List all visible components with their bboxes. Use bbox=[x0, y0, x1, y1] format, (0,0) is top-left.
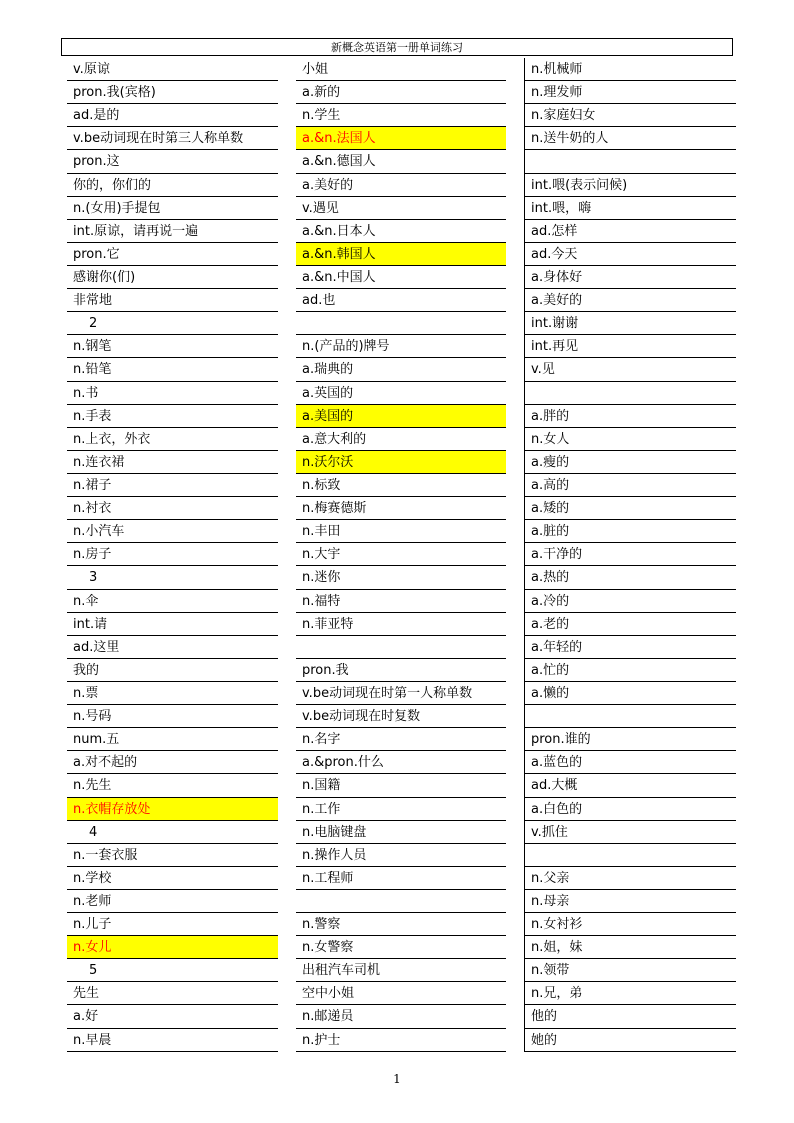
vocab-cell: 非常地 bbox=[67, 289, 278, 312]
vocab-cell: n.名字 bbox=[296, 728, 506, 751]
vocab-cell: n.学校 bbox=[67, 867, 278, 890]
vocab-cell: n.丰田 bbox=[296, 520, 506, 543]
page-number: 1 bbox=[393, 1072, 401, 1086]
lesson-number-cell: 4 bbox=[67, 821, 278, 844]
vocab-cell: n.(女用)手提包 bbox=[67, 197, 278, 220]
vocab-cell: n.老师 bbox=[67, 890, 278, 913]
vocab-cell: n.护士 bbox=[296, 1029, 506, 1052]
vocab-cell: v.抓住 bbox=[524, 821, 736, 844]
vocab-cell: n.学生 bbox=[296, 104, 506, 127]
vocab-cell: n.上衣，外衣 bbox=[67, 428, 278, 451]
vocab-cell: n.铅笔 bbox=[67, 358, 278, 381]
empty-cell bbox=[524, 844, 736, 867]
vocab-cell: n.标致 bbox=[296, 474, 506, 497]
vocab-cell: a.蓝色的 bbox=[524, 751, 736, 774]
vocab-cell: n.书 bbox=[67, 382, 278, 405]
vocab-cell: pron.我 bbox=[296, 659, 506, 682]
vocab-cell: a.&n.德国人 bbox=[296, 150, 506, 173]
vocab-cell: pron.它 bbox=[67, 243, 278, 266]
vocab-cell: n.机械师 bbox=[524, 58, 736, 81]
vocab-cell: n.一套衣服 bbox=[67, 844, 278, 867]
vocab-cell: a.懒的 bbox=[524, 682, 736, 705]
vocab-cell: n.电脑键盘 bbox=[296, 821, 506, 844]
vocab-cell: ad.今天 bbox=[524, 243, 736, 266]
vocab-cell: n.大宇 bbox=[296, 543, 506, 566]
vocab-cell: 出租汽车司机 bbox=[296, 959, 506, 982]
vocab-cell: a.身体好 bbox=[524, 266, 736, 289]
empty-cell bbox=[296, 312, 506, 335]
page-title: 新概念英语第一册单词练习 bbox=[61, 38, 733, 56]
vocab-cell: pron.这 bbox=[67, 150, 278, 173]
vocab-cell: n.操作人员 bbox=[296, 844, 506, 867]
vocab-cell: n.钢笔 bbox=[67, 335, 278, 358]
vocab-cell: int.原谅，请再说一遍 bbox=[67, 220, 278, 243]
vocab-cell: a.好 bbox=[67, 1005, 278, 1028]
vocab-cell: n.菲亚特 bbox=[296, 613, 506, 636]
vocab-cell: int.再见 bbox=[524, 335, 736, 358]
vocab-cell: n.儿子 bbox=[67, 913, 278, 936]
vocab-cell: a.老的 bbox=[524, 613, 736, 636]
vocab-cell: n.小汽车 bbox=[67, 520, 278, 543]
vocab-cell: 先生 bbox=[67, 982, 278, 1005]
vocab-cell: a.意大利的 bbox=[296, 428, 506, 451]
vocab-cell: n.迷你 bbox=[296, 566, 506, 589]
vocab-cell: 你的，你们的 bbox=[67, 174, 278, 197]
vocab-cell: a.&n.中国人 bbox=[296, 266, 506, 289]
vocab-cell: a.英国的 bbox=[296, 382, 506, 405]
vocab-cell: n.兄，弟 bbox=[524, 982, 736, 1005]
vocab-cell: n.领带 bbox=[524, 959, 736, 982]
vocab-cell: n.工作 bbox=[296, 798, 506, 821]
vocab-cell: n.女儿 bbox=[67, 936, 278, 959]
vocab-cell: pron.我(宾格) bbox=[67, 81, 278, 104]
vocab-cell: pron.谁的 bbox=[524, 728, 736, 751]
vocab-cell: a.脏的 bbox=[524, 520, 736, 543]
vocab-cell: int.谢谢 bbox=[524, 312, 736, 335]
vocab-cell: n.父亲 bbox=[524, 867, 736, 890]
vocab-cell: n.女警察 bbox=[296, 936, 506, 959]
empty-cell bbox=[524, 150, 736, 173]
vocab-cell: n.衣帽存放处 bbox=[67, 798, 278, 821]
vocab-cell: a.干净的 bbox=[524, 543, 736, 566]
vocab-cell: n.母亲 bbox=[524, 890, 736, 913]
vocab-cell: n.送牛奶的人 bbox=[524, 127, 736, 150]
vocab-cell: v.be动词现在时第三人称单数 bbox=[67, 127, 278, 150]
vocab-cell: n.梅赛德斯 bbox=[296, 497, 506, 520]
vocab-cell: n.理发师 bbox=[524, 81, 736, 104]
empty-cell bbox=[296, 890, 506, 913]
vocab-cell: 她的 bbox=[524, 1029, 736, 1052]
vocab-cell: ad.是的 bbox=[67, 104, 278, 127]
vocab-cell: ad.大概 bbox=[524, 774, 736, 797]
vocab-cell: num.五 bbox=[67, 728, 278, 751]
vocab-cell: 感谢你(们) bbox=[67, 266, 278, 289]
vocab-cell: n.女衬衫 bbox=[524, 913, 736, 936]
vocab-cell: a.&n.日本人 bbox=[296, 220, 506, 243]
vocab-cell: a.美好的 bbox=[296, 174, 506, 197]
vocab-cell: int.请 bbox=[67, 613, 278, 636]
vocab-cell: n.票 bbox=[67, 682, 278, 705]
vocab-cell: v.见 bbox=[524, 358, 736, 381]
vocab-cell: a.高的 bbox=[524, 474, 736, 497]
vocab-cell: n.连衣裙 bbox=[67, 451, 278, 474]
vocab-cell: n.手表 bbox=[67, 405, 278, 428]
vocab-cell: n.伞 bbox=[67, 590, 278, 613]
vocab-cell: n.姐，妹 bbox=[524, 936, 736, 959]
vocab-cell: v.be动词现在时复数 bbox=[296, 705, 506, 728]
vocab-cell: n.早晨 bbox=[67, 1029, 278, 1052]
vocab-cell: a.对不起的 bbox=[67, 751, 278, 774]
vocab-cell: n.裙子 bbox=[67, 474, 278, 497]
vocab-cell: 他的 bbox=[524, 1005, 736, 1028]
empty-cell bbox=[524, 382, 736, 405]
vocab-cell: n.房子 bbox=[67, 543, 278, 566]
vocab-cell: a.胖的 bbox=[524, 405, 736, 428]
vocab-cell: a.&n.韩国人 bbox=[296, 243, 506, 266]
vocab-cell: a.美国的 bbox=[296, 405, 506, 428]
vocab-cell: n.国籍 bbox=[296, 774, 506, 797]
empty-cell bbox=[296, 636, 506, 659]
vocab-cell: n.家庭妇女 bbox=[524, 104, 736, 127]
vocab-cell: a.新的 bbox=[296, 81, 506, 104]
vocab-cell: n.邮递员 bbox=[296, 1005, 506, 1028]
vocab-cell: ad.也 bbox=[296, 289, 506, 312]
empty-cell bbox=[524, 705, 736, 728]
vocab-cell: a.&n.法国人 bbox=[296, 127, 506, 150]
vocab-cell: n.衬衣 bbox=[67, 497, 278, 520]
vocab-cell: int.喂，嗨 bbox=[524, 197, 736, 220]
vocab-cell: n.福特 bbox=[296, 590, 506, 613]
lesson-number-cell: 2 bbox=[67, 312, 278, 335]
vocab-cell: v.遇见 bbox=[296, 197, 506, 220]
vocab-cell: a.冷的 bbox=[524, 590, 736, 613]
vocab-cell: a.忙的 bbox=[524, 659, 736, 682]
lesson-number-cell: 5 bbox=[67, 959, 278, 982]
vocab-cell: ad.怎样 bbox=[524, 220, 736, 243]
vocab-cell: 空中小姐 bbox=[296, 982, 506, 1005]
vocab-column-3 bbox=[524, 58, 736, 1052]
vocab-cell: 小姐 bbox=[296, 58, 506, 81]
vocab-cell: a.年轻的 bbox=[524, 636, 736, 659]
vocab-cell: a.热的 bbox=[524, 566, 736, 589]
vocab-cell: a.美好的 bbox=[524, 289, 736, 312]
vocab-cell: a.矮的 bbox=[524, 497, 736, 520]
vocab-cell: ad.这里 bbox=[67, 636, 278, 659]
vocab-column-1 bbox=[67, 58, 278, 1052]
vocab-cell: v.原谅 bbox=[67, 58, 278, 81]
vocab-cell: v.be动词现在时第一人称单数 bbox=[296, 682, 506, 705]
vocab-cell: n.警察 bbox=[296, 913, 506, 936]
vocab-cell: 我的 bbox=[67, 659, 278, 682]
vocab-column-2 bbox=[296, 58, 506, 1052]
vocab-cell: n.女人 bbox=[524, 428, 736, 451]
vocab-cell: n.工程师 bbox=[296, 867, 506, 890]
vocab-cell: n.(产品的)牌号 bbox=[296, 335, 506, 358]
vocab-cell: int.喂(表示问候) bbox=[524, 174, 736, 197]
vocab-cell: a.瑞典的 bbox=[296, 358, 506, 381]
vocab-cell: a.白色的 bbox=[524, 798, 736, 821]
vocab-cell: a.&pron.什么 bbox=[296, 751, 506, 774]
vocab-cell: n.号码 bbox=[67, 705, 278, 728]
vocab-cell: a.瘦的 bbox=[524, 451, 736, 474]
vocab-cell: n.先生 bbox=[67, 774, 278, 797]
lesson-number-cell: 3 bbox=[67, 566, 278, 589]
vocab-cell: n.沃尔沃 bbox=[296, 451, 506, 474]
